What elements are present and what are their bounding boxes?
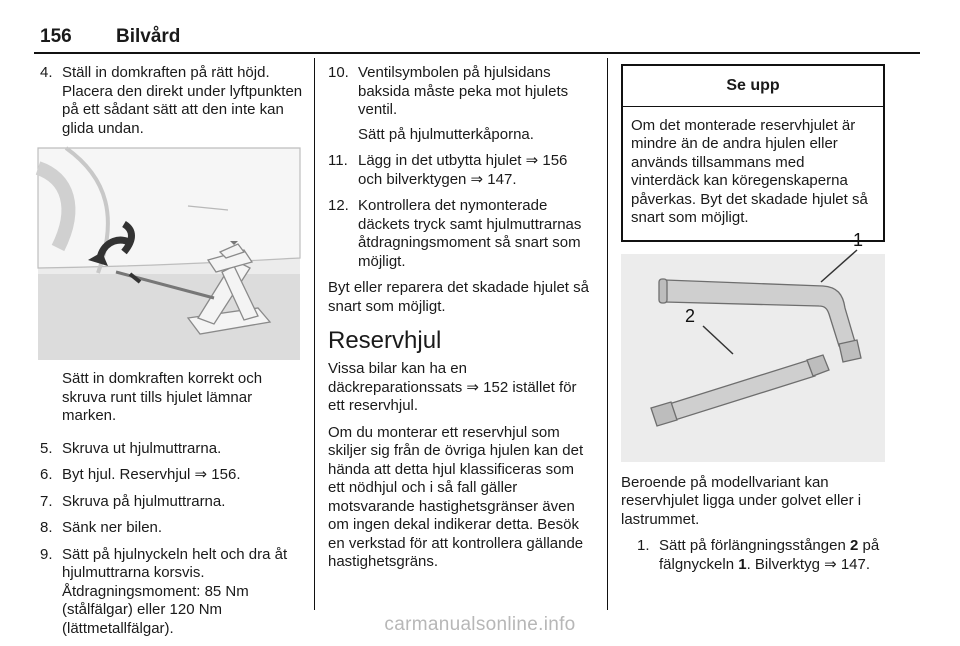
emergency-wheel-paragraph: Om du monterar ett reservhjul som skiljer sig från de övriga hjulen kan det hända att detta hjul klassificeras som ett nödhjul och i så fall gäller motsvarande hastighetsgränser även om ingen dekal indikerar detta. Besök en verkstad för att kontrollera gällande hastighetsgräns. [328, 423, 584, 570]
column-divider-1 [314, 58, 315, 610]
figure-caption [40, 370, 304, 426]
column-3 [621, 64, 886, 582]
step-text: Kontrollera det nymonterade däckets tryck samt hjulmuttrarnas åtdragningsmoment så snart som möjligt. [358, 197, 582, 270]
step-4 [40, 64, 304, 138]
step-1 [637, 537, 886, 574]
step-text-e: . Bilverktyg ⇒ 147. [746, 555, 871, 573]
figure-label-1: 1 [853, 229, 864, 250]
wrench-illustration [621, 229, 885, 462]
caption-text: Sätt in domkraften korrekt och skruva runt tills hjulet lämnar marken. [62, 370, 263, 424]
column-1 [40, 64, 304, 646]
caution-text: Om det monterade reservhjulet är mindre än de andra hjulen eller används tillsammans med vinterdäck kan köregenskaperna påverkas. Byt det skadade hjulet så snart som möjligt. [631, 116, 868, 226]
step-text: Sänk ner bilen. [62, 519, 163, 536]
part-2-ref: 2 [849, 537, 859, 554]
step-number: 6. [40, 466, 53, 483]
step-5 [40, 440, 304, 459]
watermark: carmanualsonline.info [384, 614, 576, 635]
jack-illustration [38, 148, 300, 360]
step-text: Skruva på hjulmuttrarna. [62, 492, 226, 510]
page-number: 156 [40, 26, 72, 47]
header-rule [34, 52, 920, 54]
step-subtext: Sätt på hjulmutterkåporna. [358, 125, 534, 143]
step-11 [328, 152, 593, 189]
step-text: Sätt på hjulnyckeln helt och dra åt hjulmuttrarna korsvis. Åtdragningsmoment: 85 Nm (stålfälgar) eller 120 Nm (lättmetallfälgar). [62, 545, 288, 637]
column-2 [328, 64, 593, 580]
step-text: Byt hjul. Reservhjul ⇒ 156. [62, 466, 241, 483]
step-number: 5. [40, 439, 53, 457]
location-paragraph: Beroende på modellvariant kan reservhjulet ligga under golvet eller i lastrummet. [621, 473, 862, 528]
step-number: 10. [328, 64, 349, 81]
section-heading: Reservhjul [328, 327, 442, 354]
step-text: Ställ in domkraften på rätt höjd. Placera den direkt under lyftpunkten på ett sådant sätt att den inte kan glida undan. [62, 64, 303, 137]
chapter-title: Bilvård [116, 26, 181, 47]
step-7 [40, 493, 304, 512]
step-number: 8. [40, 519, 53, 536]
step-number: 4. [40, 64, 53, 81]
step-number: 12. [328, 197, 349, 214]
step-10 [328, 64, 593, 144]
caution-title: Se upp [623, 66, 883, 107]
figure-label-2: 2 [685, 305, 696, 326]
repair-kit-paragraph: Vissa bilar kan ha en däckreparationssats ⇒ 152 istället för ett reservhjul. [328, 360, 577, 414]
caution-box [621, 64, 885, 242]
jack-drawing [38, 148, 300, 360]
step-6 [40, 466, 304, 485]
step-number: 11. [328, 152, 348, 169]
repair-paragraph: Byt eller reparera det skadade hjulet så snart som möjligt. [328, 279, 589, 315]
step-text-c: på fälgnyckeln [659, 537, 880, 573]
step-number: 1. [637, 537, 650, 554]
step-text: Skruva ut hjulmuttrarna. [62, 439, 222, 457]
part-1-ref: 1 [738, 555, 747, 573]
column-divider-2 [607, 58, 608, 610]
step-text: Ventilsymbolen på hjulsidans baksida måste peka mot hjulets ventil. [358, 64, 569, 118]
step-number: 9. [40, 545, 53, 563]
step-text-a: Sätt på förlängningsstången [659, 537, 850, 554]
step-12 [328, 197, 593, 271]
wrench-drawing [621, 229, 885, 462]
step-8 [40, 519, 304, 538]
step-text: Lägg in det utbytta hjulet ⇒ 156 och bilverktygen ⇒ 147. [358, 152, 568, 188]
step-number: 7. [40, 492, 53, 510]
